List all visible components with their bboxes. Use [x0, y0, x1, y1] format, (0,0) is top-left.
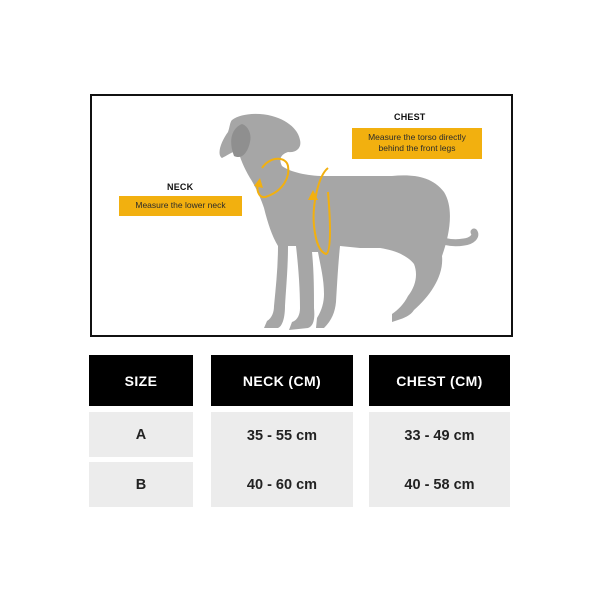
chest-description-line-1: Measure the torso directly	[368, 132, 466, 142]
header-neck: NECK (CM)	[211, 355, 353, 406]
row-a-chest: 33 - 49 cm	[369, 412, 510, 507]
header-chest: CHEST (CM)	[369, 355, 510, 406]
row-b-chest: 40 - 58 cm	[404, 476, 475, 493]
neck-description: Measure the lower neck	[119, 196, 242, 216]
row-a-neck: 35 - 55 cm	[211, 412, 353, 507]
header-size: SIZE	[89, 355, 193, 406]
dog-tail	[428, 232, 475, 243]
chest-title: CHEST	[394, 112, 426, 122]
row-b-neck: 40 - 60 cm	[246, 476, 318, 493]
measurement-diagram	[90, 94, 513, 337]
row-a-size: A	[89, 412, 193, 457]
chest-description-line-2: behind the front legs	[378, 143, 456, 153]
row-b-size: B	[89, 462, 193, 507]
neck-title: NECK	[167, 182, 194, 192]
chest-description	[352, 128, 482, 159]
